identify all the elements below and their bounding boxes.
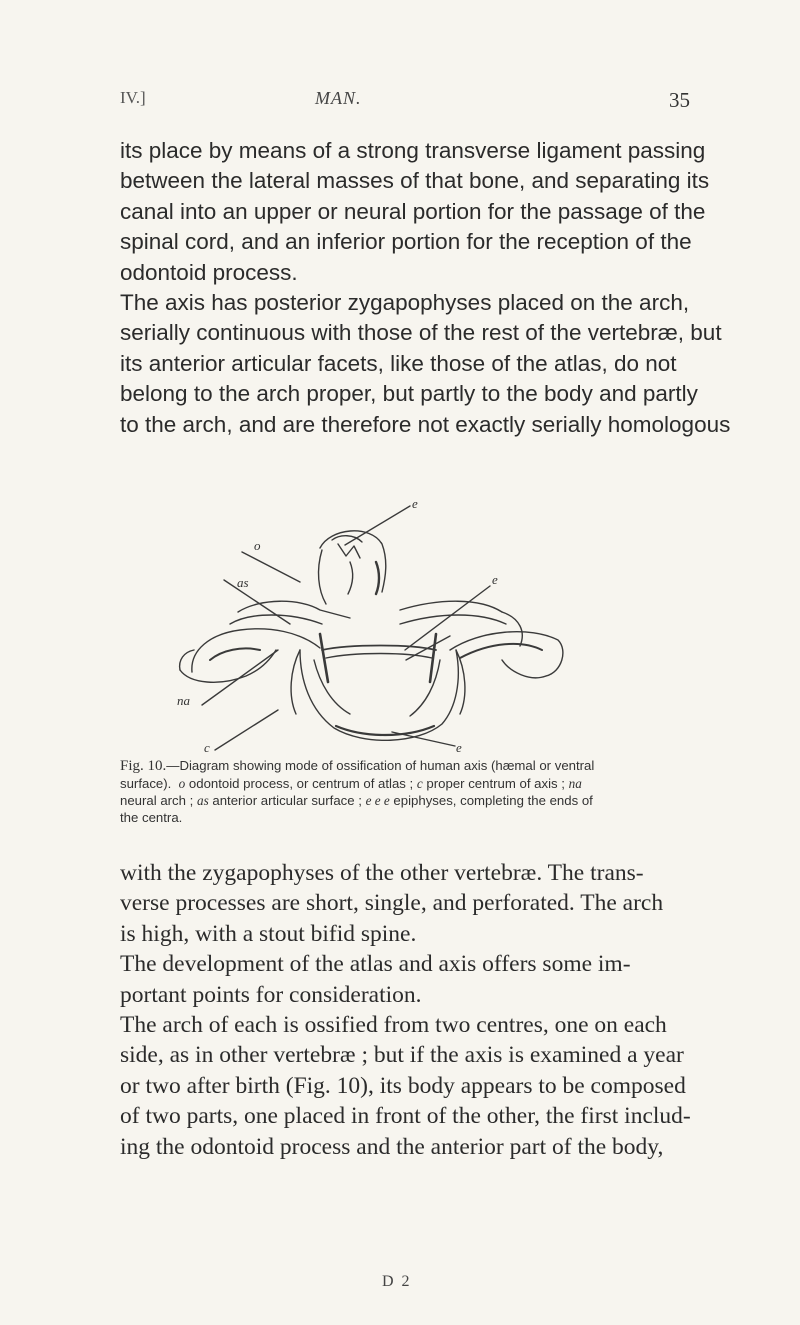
leader-line-c bbox=[215, 710, 278, 750]
paragraph-bottom bbox=[120, 858, 691, 1162]
text-line: to the arch, and are therefore not exactly serially homologous bbox=[120, 411, 731, 437]
text-line: The axis has posterior zygapophyses placed on the arch, bbox=[120, 290, 690, 316]
caption-text: surface). bbox=[120, 776, 172, 791]
text-line: odontoid process. bbox=[120, 259, 298, 285]
caption-symbol: c bbox=[416, 776, 423, 791]
text-line: serially continuous with those of the rest of the vertebræ, but bbox=[120, 320, 722, 346]
text-line: or two after birth (Fig. 10), its body appears to be composed bbox=[120, 1072, 686, 1099]
text-line: belong to the arch proper, but partly to the body and partly bbox=[120, 381, 698, 407]
leader-line-o bbox=[242, 552, 300, 582]
neural-arch-left bbox=[291, 650, 300, 714]
caption-text: neural arch ; bbox=[120, 793, 194, 808]
caption-text: anterior articular surface ; bbox=[212, 793, 362, 808]
page-number: 35 bbox=[669, 88, 690, 112]
caption-text: proper centrum of axis ; bbox=[426, 776, 565, 791]
caption-line bbox=[120, 775, 692, 792]
caption-line bbox=[120, 792, 692, 809]
chapter-marker: IV.] bbox=[120, 88, 146, 107]
text-line: portant points for consideration. bbox=[120, 981, 422, 1008]
text-line: verse processes are short, single, and perforated. The arch bbox=[120, 890, 664, 917]
running-title: MAN. bbox=[315, 88, 362, 108]
text-line: is high, with a stout bifid spine. bbox=[120, 920, 417, 947]
caption-symbol: as bbox=[196, 793, 209, 808]
caption-text: odontoid process, or centrum of atlas ; bbox=[188, 776, 414, 791]
text-line: its place by means of a strong transverse ligament passing bbox=[120, 138, 706, 163]
running-head bbox=[120, 88, 690, 112]
text-line: with the zygapophyses of the other vertebræ. The trans- bbox=[120, 860, 644, 886]
odontoid-epiphysis bbox=[332, 536, 362, 542]
signature-mark: D 2 bbox=[382, 1273, 412, 1290]
text-line: canal into an upper or neural portion for the passage of the bbox=[120, 198, 706, 224]
label-c: c bbox=[204, 740, 210, 755]
label-na: na bbox=[177, 693, 190, 708]
leader-line-e-right bbox=[405, 586, 490, 650]
figure-number: Fig. 10. bbox=[120, 758, 167, 774]
text-line: of two parts, one placed in front of the other, the first includ- bbox=[120, 1103, 691, 1130]
figure-caption bbox=[120, 757, 692, 826]
paragraph-top bbox=[120, 136, 731, 440]
text-line: between the lateral masses of that bone, and separating its bbox=[120, 168, 710, 194]
text-line: The arch of each is ossified from two centres, one on each bbox=[120, 1012, 667, 1039]
text-line: The development of the atlas and axis offers some im- bbox=[120, 951, 631, 978]
leader-line-as bbox=[224, 580, 290, 624]
right-lateral-mass bbox=[400, 601, 502, 612]
centrum-epiphysis bbox=[336, 726, 434, 735]
label-e-bottom: e bbox=[456, 740, 462, 755]
caption-text: —Diagram showing mode of ossification of human axis (hæmal or ventral bbox=[166, 758, 595, 773]
caption-line bbox=[120, 757, 692, 775]
caption-line: the centra. bbox=[120, 810, 183, 825]
label-o: o bbox=[254, 538, 261, 553]
label-as: as bbox=[237, 575, 249, 590]
label-e-top: e bbox=[412, 500, 418, 511]
axis-diagram bbox=[150, 500, 650, 755]
caption-text: epiphyses, completing the ends of bbox=[393, 793, 593, 808]
text-line: side, as in other vertebræ ; but if the axis is examined a year bbox=[120, 1042, 684, 1069]
text-line: spinal cord, and an inferior portion for the reception of the bbox=[120, 229, 692, 255]
text-line: ing the odontoid process and the anterior part of the body, bbox=[120, 1133, 664, 1160]
text-line: its anterior articular facets, like those of the atlas, do not bbox=[120, 350, 677, 376]
caption-symbol: o bbox=[178, 776, 186, 791]
caption-symbol: e e e bbox=[365, 793, 390, 808]
axis-ossification-figure bbox=[150, 500, 650, 755]
label-e-right: e bbox=[492, 572, 498, 587]
caption-symbol: na bbox=[568, 776, 582, 791]
